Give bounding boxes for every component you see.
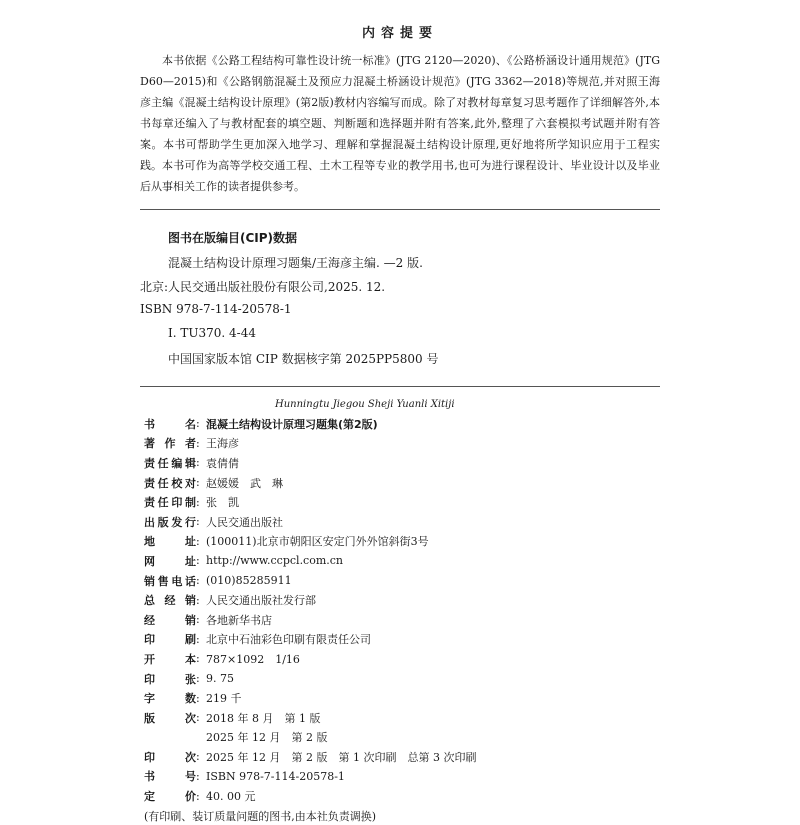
label-colon: : [196, 750, 200, 764]
publication-row [144, 414, 664, 434]
publication-value: 219 千 [206, 692, 242, 706]
cip-line-isbn: ISBN 978-7-114-20578-1 [140, 302, 292, 316]
publication-row [144, 532, 664, 552]
publication-row [144, 688, 664, 708]
label-colon: : [196, 436, 200, 450]
publication-value: 2018 年 8 月 第 1 版 [206, 711, 321, 725]
quality-notice: (有印刷、装订质量问题的图书,由本社负责调换) [144, 809, 377, 823]
publication-row [144, 473, 664, 493]
publication-label: 定 价 [144, 790, 196, 804]
summary-heading: 内容提要 [361, 26, 438, 41]
summary-paragraph-2 [140, 155, 660, 197]
cip-line-title: 混凝土结构设计原理习题集/王海彦主编. —2 版. [168, 256, 423, 270]
label-colon: : [196, 574, 200, 588]
publication-value: 9. 75 [206, 672, 234, 686]
publication-row [144, 610, 664, 630]
publication-label: 字 数 [144, 692, 196, 706]
publication-label: 版 次 [144, 711, 196, 725]
label-colon: : [196, 495, 200, 509]
label-colon: : [196, 672, 200, 686]
pinyin-title: Hunningtu Jiegou Sheji Yuanli Xitiji [275, 399, 455, 410]
publication-row [144, 434, 664, 454]
publication-label: 地 址 [144, 535, 196, 549]
publication-value: 2025 年 12 月 第 2 版 第 1 次印刷 总第 3 次印刷 [206, 750, 477, 764]
cip-line-publisher: 北京:人民交通出版社股份有限公司,2025. 12. [140, 280, 386, 294]
publication-value: 787×1092 1/16 [206, 652, 300, 666]
divider-middle [140, 386, 660, 387]
label-colon: : [196, 632, 200, 646]
publication-label: 销售电话 [144, 574, 196, 588]
cip-heading: 图书在版编目(CIP)数据 [168, 231, 298, 245]
label-colon: : [196, 593, 200, 607]
publication-value: 人民交通出版社 [206, 515, 283, 529]
publication-row [144, 728, 664, 748]
publication-value: (100011)北京市朝阳区安定门外外馆斜街3号 [206, 535, 429, 549]
summary-text-2: 本书可作为高等学校交通工程、土木工程等专业的教学用书,也可为进行课程设计、毕业设计以及毕业后从事相关工作的读者提供参考。 [140, 159, 660, 193]
cip-line-record-number: 中国国家版本馆 CIP 数据核字第 2025PP5800 号 [168, 352, 439, 366]
publication-row [144, 512, 664, 532]
summary-text-1: 本书依据《公路工程结构可靠性设计统一标准》(JTG 2120—2020)、《公路桥涵设计通用规范》(JTG D60—2015)和《公路钢筋混凝土及预应力混凝土桥涵设计规范》(JTG 3362—2018)等规范,并对照王海彦主编《混凝土结构设计原理》(第2版)教材内容编写而成。除了对教材每章复习思考题作了详细解答外,本书每章还编入了与教材配套的填空题、判断题和选择题并附有答案,此外,整理了六套模拟考试题并附有答案。本书可帮助学生更加深入地学习、理解和掌握混凝土结构设计原理,更好地将所学知识应用于工程实践。 [140, 54, 660, 172]
publication-value: ISBN 978-7-114-20578-1 [206, 769, 345, 783]
publication-label: 责任编辑 [144, 456, 196, 470]
publication-label: 印 张 [144, 672, 196, 686]
publication-label: 出版发行 [144, 515, 196, 529]
publication-row [144, 649, 664, 669]
divider-top [140, 209, 660, 210]
publication-label: 书 名 [144, 417, 196, 431]
publication-value: (010)85285911 [206, 574, 292, 588]
label-colon: : [196, 691, 200, 705]
publication-value: 40. 00 元 [206, 790, 256, 804]
publication-value: 混凝土结构设计原理习题集(第2版) [206, 417, 378, 431]
publication-row [144, 669, 664, 689]
publication-row [144, 551, 664, 571]
publication-label: 著作者 [144, 437, 196, 451]
publication-label: 责任印制 [144, 496, 196, 510]
publication-label: 责任校对 [144, 476, 196, 490]
publication-row [144, 767, 664, 787]
publication-row [144, 590, 664, 610]
publication-value: http://www.ccpcl.com.cn [206, 554, 344, 568]
publication-label: 书 号 [144, 770, 196, 784]
publication-label: 经 销 [144, 613, 196, 627]
label-colon: : [196, 534, 200, 548]
label-colon: : [196, 417, 200, 431]
publication-value: 张 凯 [206, 496, 239, 510]
label-colon: : [196, 789, 200, 803]
publication-row [144, 747, 664, 767]
publication-row [144, 708, 664, 728]
publication-row [144, 453, 664, 473]
publication-value: 各地新华书店 [206, 613, 272, 627]
label-colon: : [196, 515, 200, 529]
publication-row [144, 492, 664, 512]
publication-value: 王海彦 [206, 437, 239, 451]
publication-row [144, 630, 664, 650]
cip-line-classification: Ⅰ. TU370. 4-44 [168, 326, 256, 340]
publication-label: 网 址 [144, 554, 196, 568]
publication-value: 北京中石油彩色印刷有限责任公司 [206, 633, 371, 647]
publication-label: 总经销 [144, 594, 196, 608]
label-colon: : [196, 456, 200, 470]
label-colon: : [196, 652, 200, 666]
label-colon: : [196, 613, 200, 627]
publication-value: 赵媛媛 武 琳 [206, 476, 283, 490]
label-colon: : [196, 769, 200, 783]
publication-value: 袁倩倩 [206, 456, 239, 470]
publication-row [144, 571, 664, 591]
label-colon: : [196, 554, 200, 568]
publication-label: 印 刷 [144, 633, 196, 647]
publication-value: 人民交通出版社发行部 [206, 594, 316, 608]
publication-row [144, 786, 664, 806]
publication-label: 印 次 [144, 750, 196, 764]
publication-value: 2025 年 12 月 第 2 版 [206, 731, 328, 745]
label-colon: : [196, 476, 200, 490]
publication-info [144, 414, 664, 825]
label-colon: : [196, 711, 200, 725]
publication-label: 开 本 [144, 652, 196, 666]
